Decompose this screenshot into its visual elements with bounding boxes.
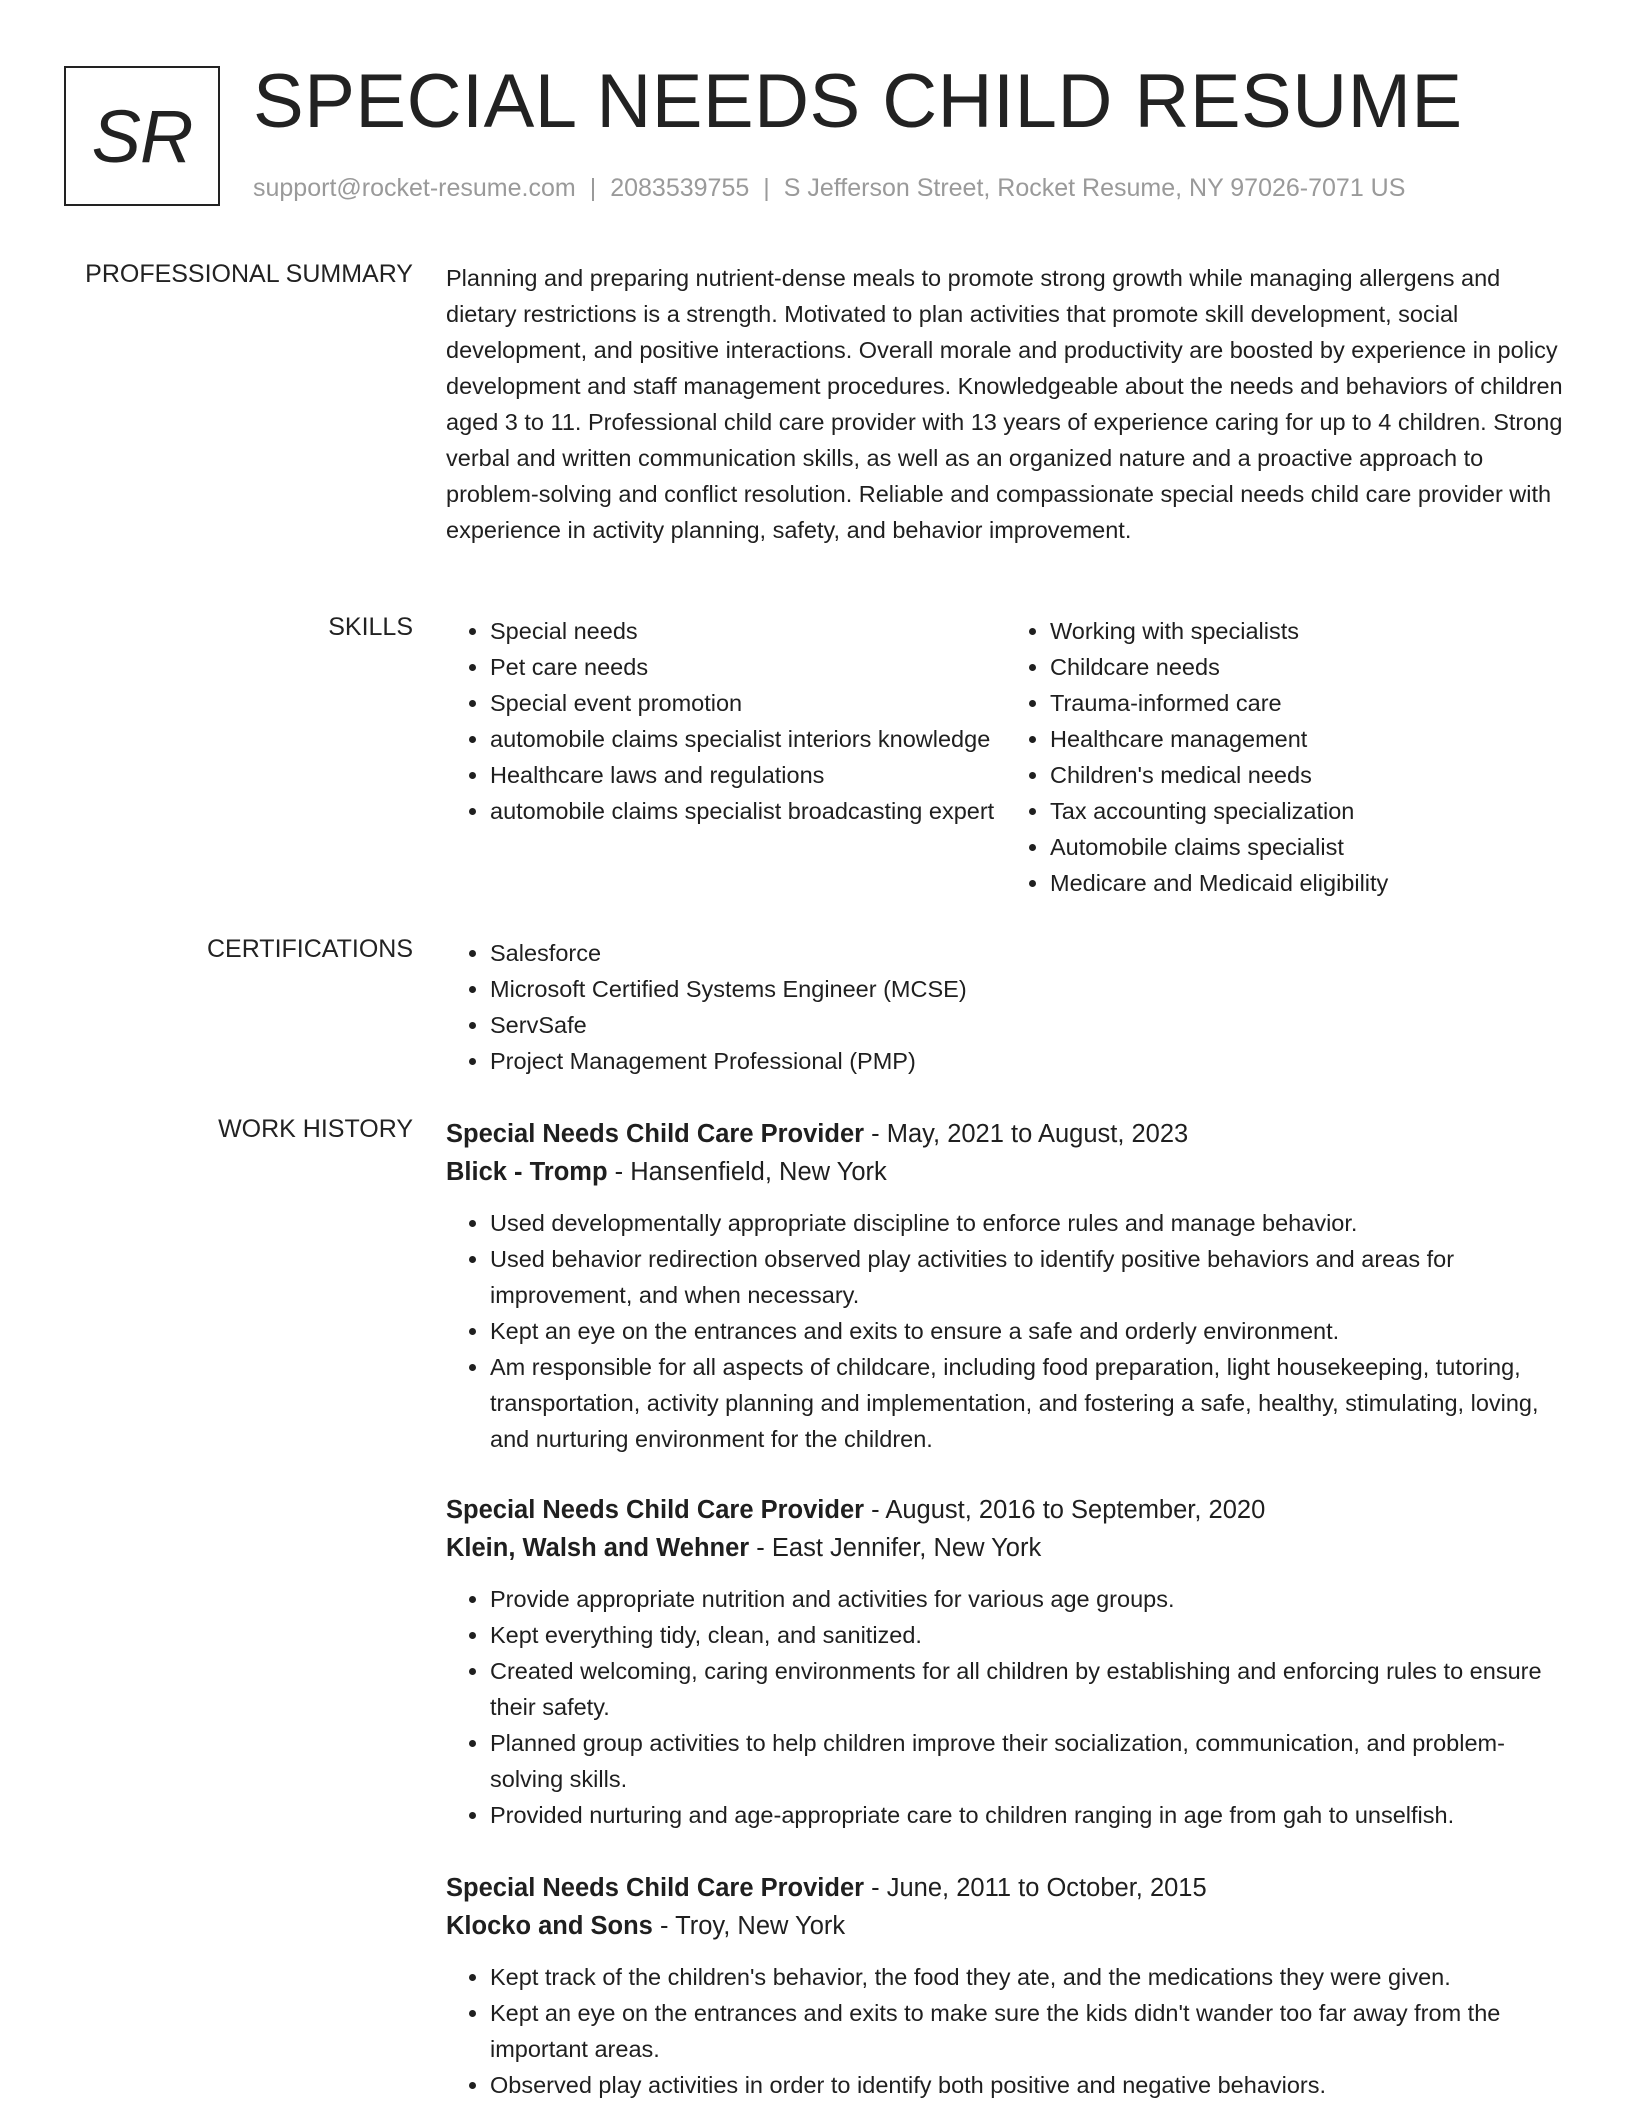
skill-item: • Special event promotion — [490, 685, 1006, 721]
skill-item: • Medicare and Medicaid eligibility — [1050, 865, 1566, 901]
skill-item: • Pet care needs — [490, 649, 1006, 685]
job-entry — [446, 1869, 1566, 2103]
section-label-skills: SKILLS — [328, 613, 413, 641]
job-bullet: • Kept an eye on the entrances and exits to ensure a safe and orderly environment. — [490, 1313, 1566, 1349]
skill-item: • Automobile claims specialist — [1050, 829, 1566, 865]
summary-content — [446, 260, 1566, 548]
certification-item: • Salesforce — [490, 935, 1566, 971]
skill-item: • Special needs — [490, 613, 1006, 649]
skill-item: • Healthcare management — [1050, 721, 1566, 757]
job-heading — [446, 1869, 1566, 1907]
skill-item: • Tax accounting specialization — [1050, 793, 1566, 829]
contact-address: S Jefferson Street, Rocket Resume, NY 97026-7071 US — [783, 174, 1406, 202]
job-title: Special Needs Child Care Provider — [446, 1874, 865, 1902]
contact-email[interactable]: support@rocket-resume.com — [253, 174, 576, 202]
job-bullets — [446, 1581, 1566, 1833]
job-location: - East Jennifer, New York — [749, 1534, 1042, 1562]
job-bullet: • Kept an eye on the entrances and exits to make sure the kids didn't wander too far away from the important areas. — [490, 1995, 1566, 2067]
job-dates: - May, 2021 to August, 2023 — [864, 1120, 1189, 1148]
job-bullet: • Am responsible for all aspects of childcare, including food preparation, light housekeeping, tutoring, transportation, activity planning and implementation, and fostering a safe, healthy, stimulating, loving, and nurturing environment for the children. — [490, 1349, 1566, 1457]
job-company: Klein, Walsh and Wehner — [446, 1534, 750, 1562]
skill-item: • Working with specialists — [1050, 613, 1566, 649]
skill-item: • automobile claims specialist interiors knowledge — [490, 721, 1006, 757]
summary-text: Planning and preparing nutrient-dense meals to promote strong growth while managing allergens and dietary restrictions is a strength. Motivated to plan activities that promote skill development, social development, and positive interactions. Overall morale and productivity are boosted by experience in policy development and staff management procedures. Knowledgeable about the needs and behaviors of children aged 3 to 11. Professional child care provider with 13 years of experience caring for up to 4 children. Strong verbal and written communication skills, as well as an organized nature and a proactive approach to problem-solving and conflict resolution. Reliable and compassionate special needs child care provider with experience in activity planning, safety, and behavior improvement. — [446, 265, 1563, 543]
separator: | — [589, 174, 597, 202]
job-bullets — [446, 1959, 1566, 2103]
job-bullet: • Provided nurturing and age-appropriate care to children ranging in age from gah to unselfish. — [490, 1797, 1566, 1833]
job-entry — [446, 1115, 1566, 1457]
job-entry — [446, 1491, 1566, 1833]
job-title: Special Needs Child Care Provider — [446, 1496, 865, 1524]
job-company: Klocko and Sons — [446, 1912, 653, 1940]
job-bullet: • Provide appropriate nutrition and activities for various age groups. — [490, 1581, 1566, 1617]
section-label-work-history: WORK HISTORY — [218, 1115, 413, 1143]
skills-list-left — [446, 613, 1006, 901]
certification-item: • ServSafe — [490, 1007, 1566, 1043]
job-dates: - June, 2011 to October, 2015 — [864, 1874, 1207, 1902]
job-bullet: • Kept track of the children's behavior, the food they ate, and the medications they were given. — [490, 1959, 1566, 1995]
job-company-line — [446, 1153, 1566, 1191]
job-heading — [446, 1491, 1566, 1529]
job-bullets — [446, 1205, 1566, 1457]
job-bullet: • Planned group activities to help children improve their socialization, communication, and problem-solving skills. — [490, 1725, 1566, 1797]
job-title: Special Needs Child Care Provider — [446, 1120, 865, 1148]
skill-item: • Childcare needs — [1050, 649, 1566, 685]
job-company-line — [446, 1529, 1566, 1567]
job-dates: - August, 2016 to September, 2020 — [864, 1496, 1266, 1524]
page-title: SPECIAL NEEDS CHILD RESUME — [253, 59, 1463, 144]
job-bullet: • Used developmentally appropriate discipline to enforce rules and manage behavior. — [490, 1205, 1566, 1241]
certifications-list — [446, 935, 1566, 1079]
job-heading — [446, 1115, 1566, 1153]
work-history-content — [446, 1115, 1566, 2098]
skill-item: • Trauma-informed care — [1050, 685, 1566, 721]
job-bullet: • Kept everything tidy, clean, and sanitized. — [490, 1617, 1566, 1653]
section-label-certifications: CERTIFICATIONS — [206, 935, 413, 963]
job-location: - Troy, New York — [652, 1912, 846, 1940]
job-location: - Hansenfield, New York — [607, 1158, 887, 1186]
skill-item: • Children's medical needs — [1050, 757, 1566, 793]
skill-item: • automobile claims specialist broadcasting expert — [490, 793, 1006, 829]
skills-content — [446, 613, 1566, 901]
monogram-logo — [64, 66, 220, 206]
contact-line — [253, 174, 1405, 203]
separator: | — [763, 174, 770, 202]
skills-list-right — [1006, 613, 1566, 901]
job-bullet: • Created welcoming, caring environments for all children by establishing and enforcing rules to ensure their safety. — [490, 1653, 1566, 1725]
job-company: Blick - Tromp — [446, 1158, 608, 1186]
job-bullet: • Used behavior redirection observed play activities to identify positive behaviors and areas for improvement, and when necessary. — [490, 1241, 1566, 1313]
contact-phone[interactable]: 2083539755 — [610, 174, 750, 202]
certification-item: • Microsoft Certified Systems Engineer (MCSE) — [490, 971, 1566, 1007]
section-label-summary: PROFESSIONAL SUMMARY — [85, 260, 413, 288]
job-company-line — [446, 1907, 1566, 1945]
certification-item: • Project Management Professional (PMP) — [490, 1043, 1566, 1079]
job-bullet: • Observed play activities in order to identify both positive and negative behaviors. — [490, 2067, 1566, 2103]
monogram-text: SR — [91, 94, 193, 178]
skill-item: • Healthcare laws and regulations — [490, 757, 1006, 793]
certifications-content — [446, 935, 1566, 1079]
